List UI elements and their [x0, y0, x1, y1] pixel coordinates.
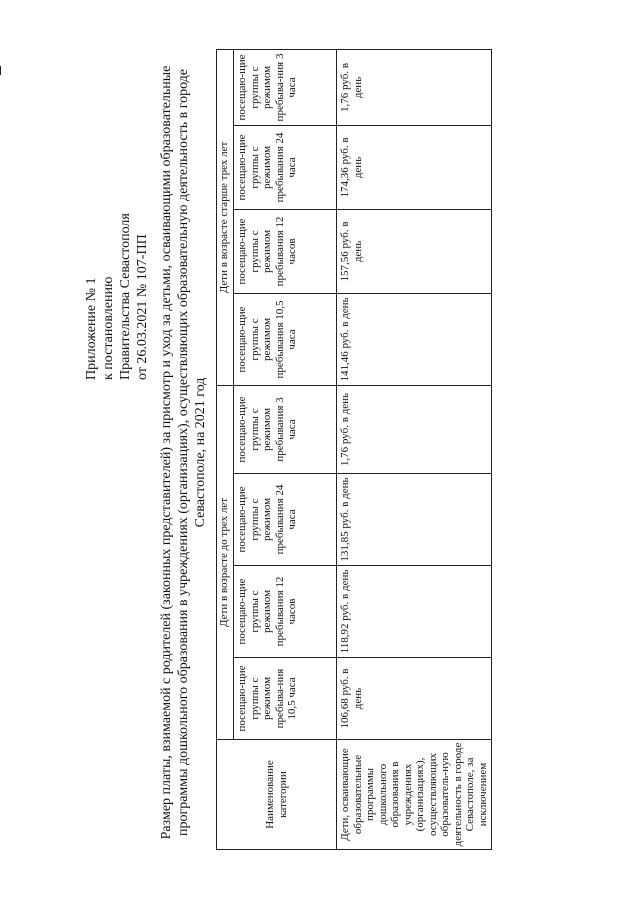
column-header: посещаю-щие группы с режимом пребывания 24 часа: [234, 474, 337, 566]
column-header: посещаю-щие группы с режимом пребывания 12 часов: [234, 566, 337, 658]
fee-cell: 1,76 руб. в день: [337, 385, 492, 473]
column-header: посещаю-щие группы с режимом пребывания 10,5 часа: [234, 293, 337, 385]
column-header: посещаю-щие группы с режимом пребыва-ния 10,5 часа: [234, 658, 337, 740]
column-header: посещаю-щие группы с режимом пребывания 24 часа: [234, 125, 337, 209]
fee-cell: 118,92 руб. в день: [337, 566, 492, 658]
category-cell: Дети, осваивающие образовательные программы дошкольного образования в учреждениях (организациях), осуществляющих образователь-ную деятельность в городе Севастополе, за исключением: [337, 740, 492, 850]
fee-cell: 141,46 руб. в день: [337, 293, 492, 385]
appendix-line: Правительства Севастополя: [118, 213, 133, 380]
fee-cell: 1,76 руб. в день: [337, 49, 492, 125]
document-title: Размер платы, взимаемой с родителей (законных представителей) за присмотр и уход за детьми, осваивающими образовательные программы дошкольного образования в учреждениях (организациях), осуществляющих образовательную деятельность в городе Севастополе, на 2021 год: [159, 65, 208, 840]
fees-table: [216, 49, 492, 850]
appendix-line: от 26.03.2021 № 107-ПП: [135, 234, 150, 380]
group-header-under-three: Дети в возрасте до трех лет: [217, 385, 234, 739]
column-header: посещаю-щие группы с режимом пребыва-ния 3 часа: [234, 49, 337, 125]
column-header: посещаю-щие группы с режимом пребывания 3 часа: [234, 385, 337, 473]
fee-cell: 131,85 руб. в день: [337, 474, 492, 566]
appendix-block: [83, 60, 151, 380]
column-header: посещаю-щие группы с режимом пребывания 12 часов: [234, 209, 337, 293]
table-row: [337, 49, 492, 849]
fee-cell: 174,36 руб. в день: [337, 125, 492, 209]
category-header: Наименование категории: [217, 740, 337, 850]
appendix-line: к постановлению: [101, 276, 116, 380]
fee-cell: 157,56 руб. в день: [337, 209, 492, 293]
group-header-over-three: Дети в возрасте старше трех лет: [217, 49, 234, 385]
appendix-line: Приложение № 1: [84, 277, 99, 380]
fee-cell: 106,68 руб. в день: [337, 658, 492, 740]
